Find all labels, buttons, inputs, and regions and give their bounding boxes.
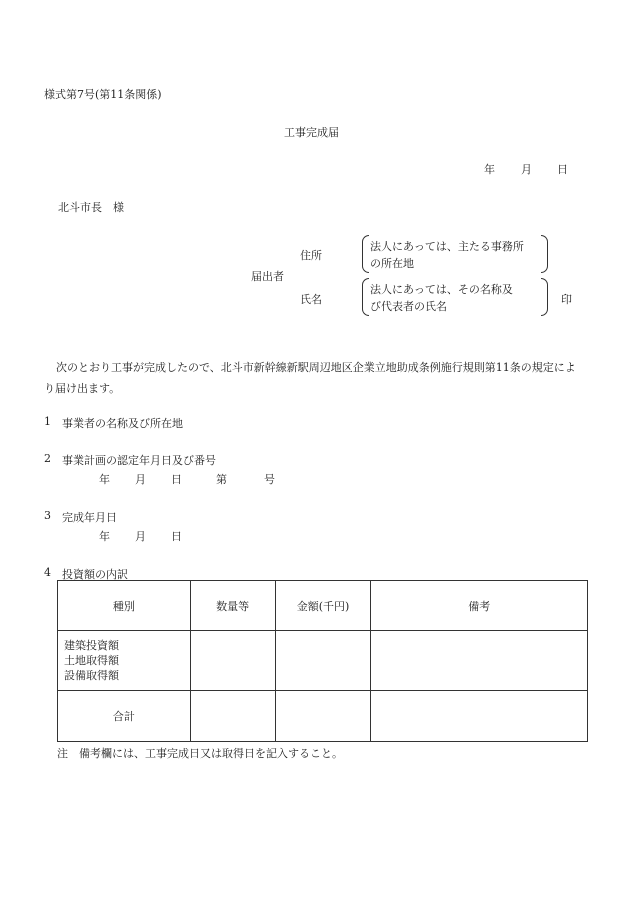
section-3-day: 日: [171, 530, 182, 543]
section-3-title: 完成年月日: [62, 511, 117, 524]
name-label: 氏名: [300, 293, 322, 306]
section-3-year: 年: [99, 530, 110, 543]
header-remarks: 備考: [371, 581, 588, 631]
category-building: 建築投資額: [64, 639, 119, 652]
section-1-number: 1: [44, 415, 51, 428]
name-brace-left: [362, 278, 369, 316]
header-type: 種別: [58, 581, 191, 631]
category-cell: [58, 631, 191, 691]
addressee: 北斗市長 様: [58, 201, 124, 214]
section-3-number: 3: [44, 509, 51, 522]
date-day: 日: [557, 163, 568, 176]
form-number: 様式第7号(第11条関係): [44, 88, 162, 101]
table-header-row: [58, 581, 588, 631]
table-total-row: [58, 691, 588, 742]
address-brace-left: [362, 235, 369, 273]
section-2-month: 月: [135, 473, 146, 486]
total-remarks-cell: [371, 691, 588, 742]
date-month: 月: [521, 163, 532, 176]
section-2-no-prefix: 第: [216, 473, 227, 486]
name-brace-right: [541, 278, 548, 316]
section-1-title: 事業者の名称及び所在地: [62, 417, 183, 430]
section-2-day: 日: [171, 473, 182, 486]
name-note-line1: 法人にあっては、その名称及: [370, 283, 513, 296]
document-title: 工事完成届: [284, 126, 339, 139]
address-brace-right: [541, 235, 548, 273]
category-equipment: 設備取得額: [64, 669, 119, 682]
section-2-year: 年: [99, 473, 110, 486]
address-label: 住所: [300, 249, 322, 262]
category-land: 土地取得額: [64, 654, 119, 667]
date-year: 年: [484, 163, 495, 176]
total-label: 合計: [58, 691, 191, 742]
header-quantity: 数量等: [190, 581, 275, 631]
address-note-line2: の所在地: [370, 257, 414, 270]
name-note-line2: び代表者の氏名: [370, 300, 447, 313]
section-2-title: 事業計画の認定年月日及び番号: [62, 454, 216, 467]
quantity-cell: [190, 631, 275, 691]
section-4-title: 投資額の内訳: [62, 568, 128, 581]
applicant-label: 届出者: [251, 270, 284, 283]
section-3-month: 月: [135, 530, 146, 543]
header-amount: 金額(千円): [275, 581, 371, 631]
total-amount-cell: [275, 691, 371, 742]
section-4-number: 4: [44, 566, 51, 579]
amount-cell: [275, 631, 371, 691]
total-quantity-cell: [190, 691, 275, 742]
footnote: 注 備考欄には、工事完成日又は取得日を記入すること。: [57, 747, 343, 760]
section-2-number: 2: [44, 452, 51, 465]
address-note-line1: 法人にあっては、主たる事務所: [370, 240, 524, 253]
table-row: [58, 631, 588, 691]
remarks-cell: [371, 631, 588, 691]
body-paragraph: 次のとおり工事が完成したので、北斗市新幹線新駅周辺地区企業立地助成条例施行規則第11条の規定により届け出ます。: [44, 361, 576, 395]
section-2-no-suffix: 号: [264, 473, 275, 486]
seal-mark: 印: [561, 293, 572, 306]
investment-table: [57, 580, 588, 742]
